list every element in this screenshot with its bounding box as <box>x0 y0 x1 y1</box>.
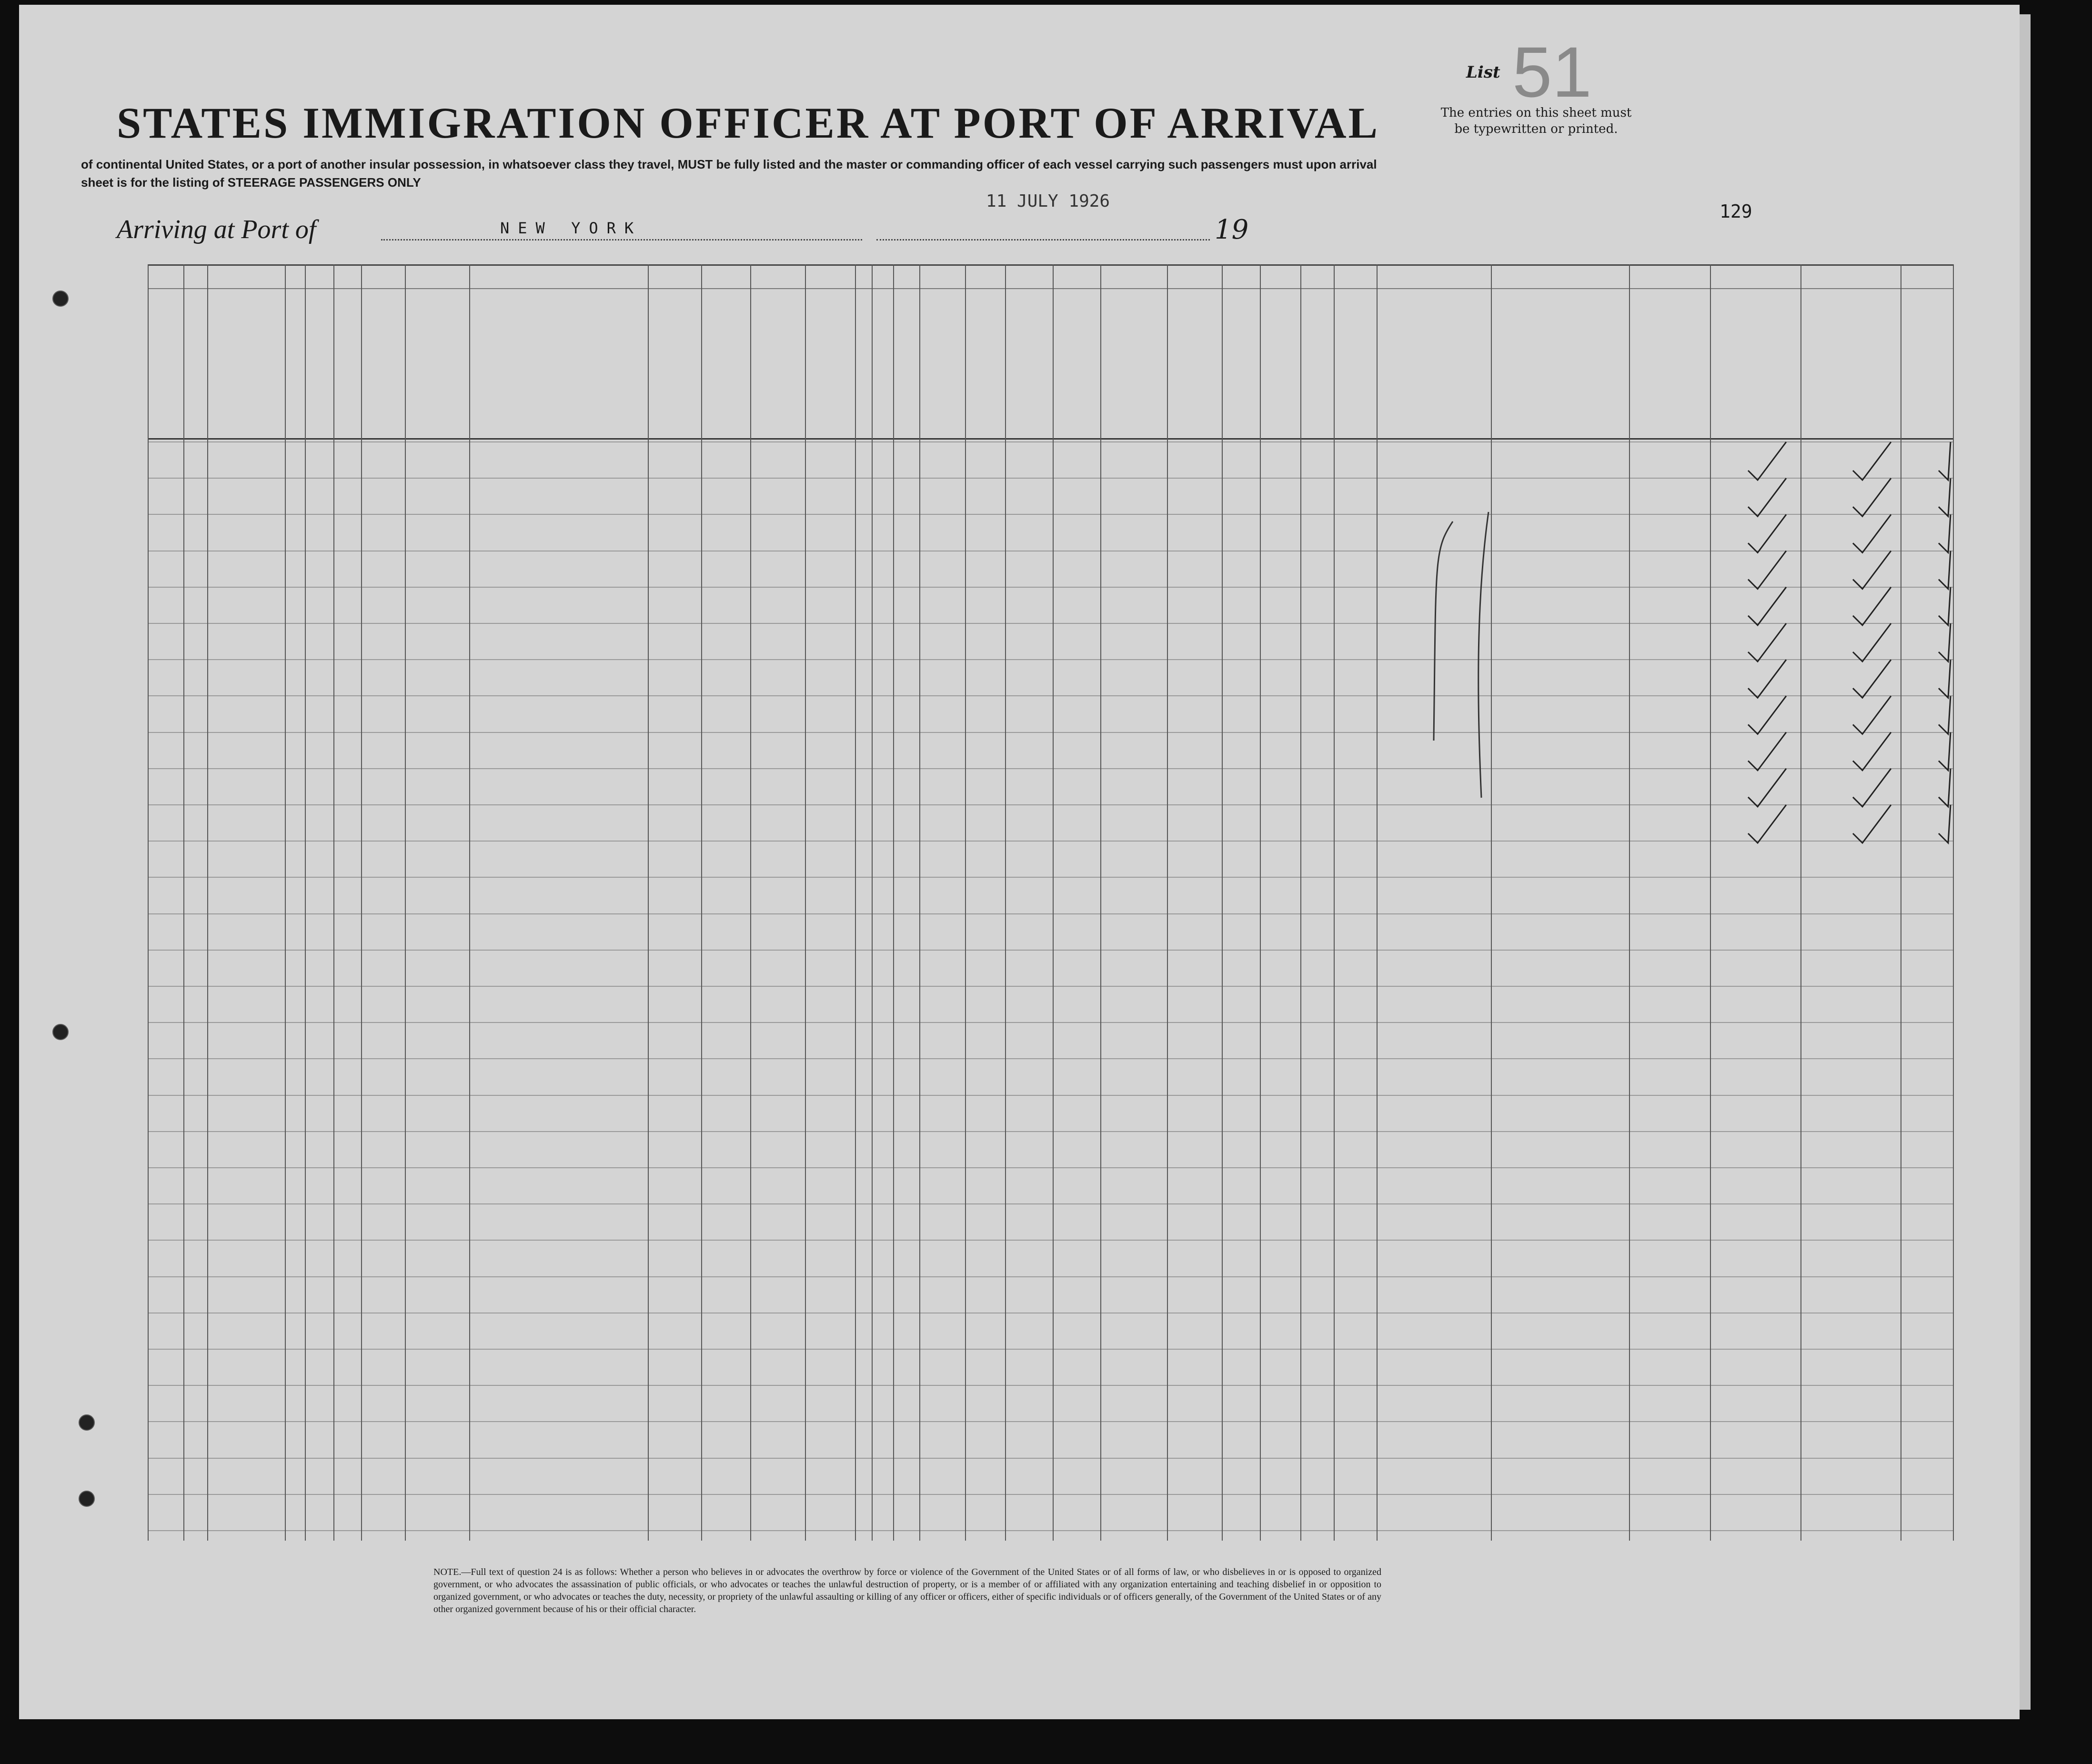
port-underline <box>381 239 862 241</box>
checkmark <box>1748 732 1786 771</box>
checkmark <box>1939 805 1951 843</box>
checkmark <box>1853 696 1891 734</box>
page-title: STATES IMMIGRATION OFFICER AT PORT OF ARRIVAL <box>117 99 1379 147</box>
year-underline <box>876 239 1210 241</box>
port-value: NEW YORK <box>500 219 643 237</box>
checkmark <box>1853 660 1891 698</box>
arriving-label: Arriving at Port of <box>117 215 316 244</box>
manifest-table <box>148 264 1958 1541</box>
checkmark <box>1939 732 1951 771</box>
checkmark <box>1853 514 1891 552</box>
checkmark <box>1853 442 1891 480</box>
typewritten-notice: The entries on this sheet must be typewritten or printed. <box>1440 106 1632 136</box>
intro-text-line-1: of continental United States, or a port of another insular possession, in whatsoever class they travel, MUST be fully listed and the master or commanding officer of each vessel carrying such passengers must upon arrival <box>81 157 1377 171</box>
checkmark <box>1853 623 1891 662</box>
checkmark <box>1853 587 1891 625</box>
column-rule <box>1953 264 1954 1541</box>
intro-text-line-2: sheet is for the listing of STEERAGE PASSENGERS ONLY <box>81 175 421 190</box>
binding-hole-4 <box>79 1491 95 1507</box>
checkmark <box>1939 551 1951 589</box>
checkmark <box>1748 805 1786 843</box>
checkmark <box>1748 551 1786 589</box>
checkmark <box>1748 442 1786 480</box>
checkmark <box>1748 623 1786 662</box>
checkmark <box>1939 514 1951 552</box>
checkmark <box>1853 551 1891 589</box>
footnote-question-24: NOTE.—Full text of question 24 is as follows: Whether a person who believes in or advocates the overthrow by force or violence of the Government of the United States or of all forms of law, or who disbelieves in or is opposed to organized government, or who advocates the assassination of public officials, or who advocates or teaches the unlawful destruction of property, or is a member of or affiliated with any organization entertaining and teaching disbelief in or opposition to organized government, or who advocates or teaches the duty, necessity, or propriety of the unlawful assaulting or killing of any officer or officers, either of specific individuals or of officers generally, of the Government of the United States or of any other organized government because of his or their official character. <box>433 1567 1381 1614</box>
checkmark <box>1853 732 1891 771</box>
checkmark <box>1748 478 1786 516</box>
checkmark <box>1748 660 1786 698</box>
pencil-checkmarks <box>148 264 1953 1541</box>
manifest-sheet <box>19 5 2020 1719</box>
checkmark <box>1939 623 1951 662</box>
checkmark <box>1748 696 1786 734</box>
sheet-number: 129 <box>1720 201 1752 222</box>
pencil-bracket <box>1434 512 1489 798</box>
checkmark <box>1939 478 1951 516</box>
binding-hole-1 <box>52 291 69 307</box>
checkmark <box>1748 769 1786 807</box>
checkmark <box>1939 660 1951 698</box>
checkmark <box>1748 587 1786 625</box>
checkmark <box>1939 442 1951 480</box>
list-number: 51 <box>1512 32 1592 112</box>
date-stamp: 11 JULY 1926 <box>986 191 1110 211</box>
binding-hole-3 <box>79 1414 95 1431</box>
checkmark <box>1939 587 1951 625</box>
checkmark <box>1939 696 1951 734</box>
binding-hole-2 <box>52 1024 69 1040</box>
checkmark <box>1853 805 1891 843</box>
checkmark <box>1853 769 1891 807</box>
list-label: List <box>1466 63 1500 82</box>
checkmark <box>1748 514 1786 552</box>
checkmark <box>1939 769 1951 807</box>
checkmark <box>1853 478 1891 516</box>
year-label: 19 <box>1215 214 1249 245</box>
